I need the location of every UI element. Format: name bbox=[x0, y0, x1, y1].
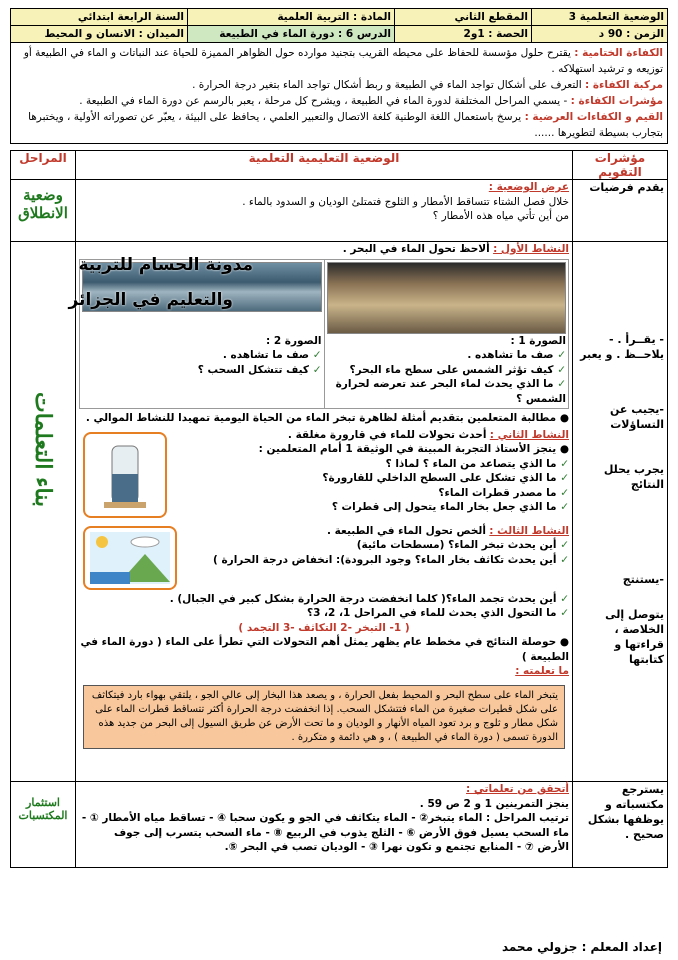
col-stages: المراحل bbox=[11, 151, 76, 180]
header-table bbox=[10, 8, 668, 43]
water-cycle-icon bbox=[90, 532, 170, 584]
activity3: النشاط الثالث : ألخص تحول الماء في الطبيعة . ✓ أين يحدث تبخر الماء؟ (مسطحات مائية) ✓ أين يحدث تكاثف بخار الماء؟ وجود البرودة): انخفاض درجة الحرارة ) bbox=[79, 524, 569, 592]
build-section: النشاط الأول : ألاحظ تحول الماء في البحر . الصورة 1 : ✓ صف ما تشاهده . ✓ كيف تؤثر الشمس على سطح ماء البحر؟ ✓ ما الذي يحدث لماء البحر عند تعرضه لحرارة الشمس ؟ الصورة 2 : ✓ صف ما تشاهده . ✓ كيف تتشكل السحب ؟ ● مطالبة المتعلمين بتقديم أمثلة لظاهرة تبخر الماء من الحياة اليومية تمهيدا للنشاط الموالي . النشاط الثاني : أحدث تحولات للماء في قارورة مغلقة . ● ينجز الأستاذ التجربة المبينة في الوثيقة 1 أمام المتعلمين : ✓ ما الذي يتصاعد من الماء ؟ لماذا ؟ ✓ ما الذي تشكل على السطح الداخلي للقارورة؟ ✓ ما مصدر قطرات الماء؟ ✓ ما الذي جعل بخار الماء يتحول إلى قطرات ؟ النشاط الثالث : ألخص تحول الماء في الطبيعة . ✓ أين يحدث تبخر الماء؟ (مسطحات مائية) ✓ أين يحدث تكاثف بخار الماء؟ وجود البرودة): انخفاض درجة الحرارة ) ✓ أين يحدث تجمد الماء؟( كلما انخفضت درجة الحرارة بشكل كبير في الجبال) . ✓ ما التحول الذي يحدث للماء في المراحل 1، 2، 3؟ ( 1- التبخر -2 التكاثف -3 التجمد ) ● حوصلة النتائج في مخطط عام يظهر يمثل أهم التحولات التي تطرأ على الماء ( دورة الماء في الطبيعة ) ما تعلمته : يتبخر الماء على سطح البحر و المحيط بفعل الحرارة ، و يصعد هذا البخار إلى عالي الجو ، يلتقي بهواء بارد فيتكاثف على شكل قطيرات صغيرة من الماء فتتشكل السحب. إذا انخفضت درجة الحرارة أكثر تتساقط قطرات الماء على شكل مطار و ثلوج و برد تعود المياه الأنهار و الوديان و ما تحت الأرض عن طريق السيول إلى البحر من جديد هذه الدورة تسمى ( دورة الماء في الطبيعة ) ، و هي دائمة و متكررة . bbox=[76, 242, 573, 782]
photo1-panel: الصورة 1 : ✓ صف ما تشاهده . ✓ كيف تؤثر الشمس على سطح ماء البحر؟ ✓ ما الذي يحدث لماء البحر عند تعرضه لحرارة الشمس ؟ bbox=[324, 260, 569, 409]
stage-build: بناء التعلمات bbox=[11, 242, 76, 782]
watermark-line2: والتعليم في الجزائر bbox=[68, 290, 233, 310]
invest-section: أتحقق من تعلماتي : ينجز التمرينين 1 و 2 ص 59 . ترتيب المراحل : الماء يتبخر② - الماء يتكاثف في الجو و يكون سحبا ④ - تساقط مياه الأمطار ① - ماء السحب يسيل فوق الأرض ⑥ - الثلج يذوب في الربيع ⑧ - ماء السحب يتسرب إلى جوف الأرض ⑦ - المنابع تجتمع و تكون نهرا ③ - الوديان تصب في البحر ⑤. bbox=[76, 782, 573, 868]
info-line: مركبة الكفاءة : التعرف على أشكال تواجد الماء في الطبيعة و ربط أشكال تواجد الماء بتغير درجة الحرارة . bbox=[192, 79, 663, 91]
competencies-box bbox=[10, 43, 668, 144]
stage-invest: استثمار المكتسبات bbox=[11, 782, 76, 868]
bottle-icon bbox=[100, 440, 150, 510]
info-line: القيم و الكفاءات العرضية : يرسخ باستعمال اللغة الوطنية كلغة الاتصال والتعبير العلمي ، يحافظ على البيئة ، يعبّر عن تصوراته الأولية ، ويختبرها بتجارب بسيطة لتطويرها ...... bbox=[28, 111, 663, 139]
invest-eval: يسترجع مكتسباته و يوظفها بشكل صحيح . bbox=[573, 782, 668, 868]
header-cell: السنة الرابعة ابتدائي bbox=[11, 9, 188, 26]
launch-section: عرض الوضعية : خلال فصل الشتاء تتساقط الأمطار و الثلوج فتمتلئ الوديان و السدود بالماء . من أين تأتي مياه هذه الأمطار ؟ bbox=[76, 180, 573, 242]
activity2: النشاط الثاني : أحدث تحولات للماء في قارورة مغلقة . ● ينجز الأستاذ التجربة المبينة في الوثيقة 1 أمام المتعلمين : ✓ ما الذي يتصاعد من الماء ؟ لماذا ؟ ✓ ما الذي تشكل على السطح الداخلي للقارورة؟ ✓ ما مصدر قطرات الماء؟ ✓ ما الذي جعل بخار الماء يتحول إلى قطرات ؟ bbox=[79, 428, 569, 522]
beach-photo bbox=[327, 262, 567, 334]
water-cycle-figure bbox=[83, 526, 177, 590]
stage-launch: وضعية الانطلاق bbox=[11, 180, 76, 242]
build-eval: - يقــرأ . - يلاحــظ . و يعبر -يجيب عن التساؤلات يجرب يحلل النتائج -يستنتج يتوصل إلى الخلاصة ، قراءتها و كتابتها bbox=[573, 242, 668, 782]
lesson-summary-note: يتبخر الماء على سطح البحر و المحيط بفعل الحرارة ، و يصعد هذا البخار إلى عالي الجو ، يلتقي بهواء بارد فيتكاثف على شكل قطيرات صغيرة من الماء فتتشكل السحب. إذا انخفضت درجة الحرارة أكثر تتساقط قطرات الماء على شكل مطار و ثلوج و برد تعود المياه الأنهار و الوديان و ما تحت الأرض عن طريق السيول إلى البحر من جديد هذه الدورة تسمى ( دورة الماء في الطبيعة ) ، و هي دائمة و متكررة . bbox=[83, 685, 565, 749]
header-cell: المادة : التربية العلمية bbox=[188, 9, 395, 26]
lesson-sheet bbox=[10, 8, 668, 868]
header-cell: الميدان : الانسان و المحيط bbox=[11, 26, 188, 43]
photo2-panel: الصورة 2 : ✓ صف ما تشاهده . ✓ كيف تتشكل السحب ؟ bbox=[80, 260, 324, 409]
col-situation: الوضعية التعليمية التعلمية bbox=[76, 151, 573, 180]
teacher-signature: إعداد المعلم : جزولي محمد bbox=[501, 940, 662, 954]
info-line: الكفاءة الختامية : يقترح حلول مؤسسة للحفاظ على محيطه القريب بتجنيد موارده حول الظواهر المميزة للحياة عند النباتات و الماء في الطبيعة أو توزيعه و ترشيد استهلاكه . bbox=[23, 47, 663, 75]
col-evaluation: مؤشرات التقويم bbox=[573, 151, 668, 180]
header-cell: المقطع الثاني bbox=[395, 9, 532, 26]
header-cell: الزمن : 90 د bbox=[532, 26, 668, 43]
activity1-images bbox=[79, 259, 569, 410]
header-cell: الدرس 6 : دورة الماء في الطبيعة bbox=[188, 26, 395, 43]
launch-eval: يقدم فرضيات bbox=[573, 180, 668, 242]
info-line: مؤشرات الكفاءة : - يسمي المراحل المختلفة لدورة الماء في الطبيعة ، ويشرح كل مرحلة ، يعبر بالرسم عن دورة الماء في الطبيعة . bbox=[79, 95, 663, 107]
header-cell: الوضعية التعلمية 3 bbox=[532, 9, 668, 26]
header-cell: الحصة : 1و2 bbox=[395, 26, 532, 43]
watermark-line1: مدونة الحسام للتربية bbox=[78, 255, 253, 275]
bottle-figure bbox=[83, 432, 167, 518]
